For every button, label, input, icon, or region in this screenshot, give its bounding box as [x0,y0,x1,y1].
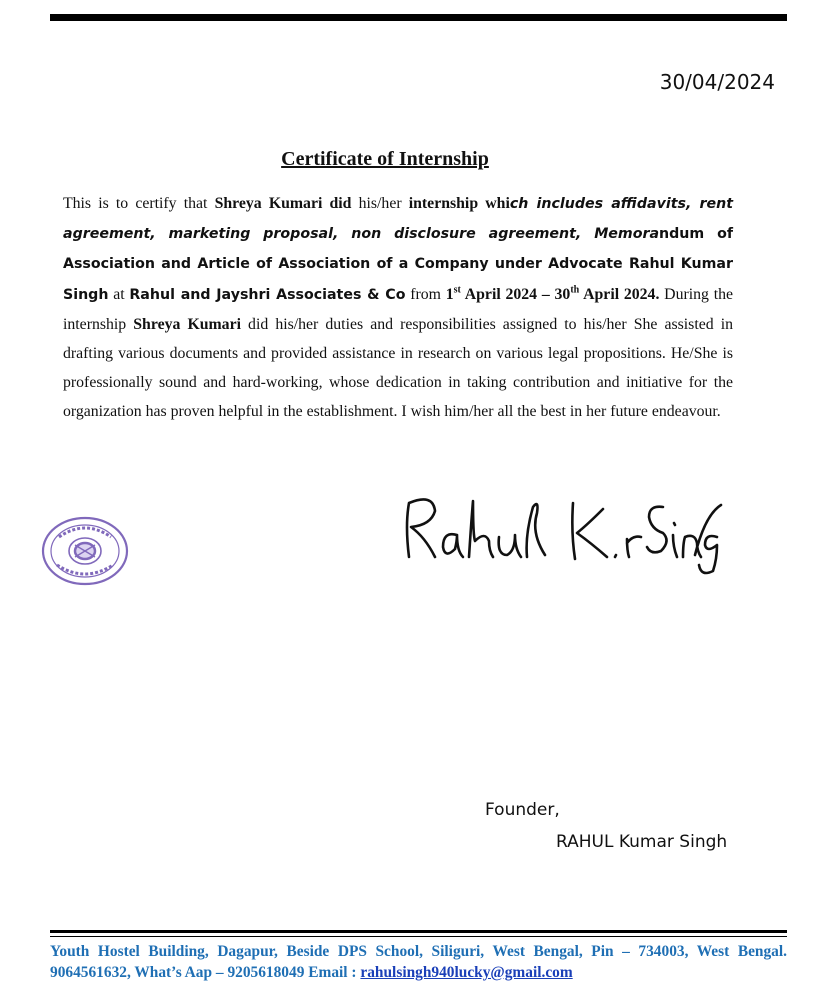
certificate-title: Certificate of Internship [281,148,489,170]
intern-name-2: Shreya Kumari [133,315,241,333]
intern-name: Shreya Kumari did [214,195,352,212]
stamp-seal [37,515,129,587]
signatory-role: Founder, [485,800,560,820]
footer-rule-thick [50,930,787,933]
signatory-name: RAHUL Kumar Singh [556,832,728,852]
body-text-2: his/her [351,195,409,212]
work-description-cont: ndum of Association and Article of Association of a Company under Advocate Rahul Kumar Singh [63,226,734,303]
body-text-1: This is to certify that [63,195,215,212]
certificate-body [63,189,733,427]
body-text-6: did his/her duties and responsibilities assigned to his/her She assisted in drafting various documents and provided assistance in research on various legal propositions. He/She is professionally sound and hard-working, whose dedication in taking contribution and initiative for the organization has proven helpful in the establishment. I wish him/her all the best in her future endeavour. [63,315,733,421]
body-bold-1: internship whi [408,195,510,212]
signature [395,485,725,575]
body-text-4: from [405,285,446,303]
work-description: ch includes affidavits, rent agreement, marketing proposal, non disclosure agreement, Memora [63,196,733,243]
top-rule [50,14,787,21]
certificate-date: 30/04/2024 [659,70,775,94]
footer-rule-thin [50,936,787,937]
footer-address-text: Youth Hostel Building, Dagapur, Beside DPS School, Siliguri, West Bengal, Pin – 734003, West Bengal. 9064561632, What’s Aap – 9205618049 Email : [50,943,787,981]
internship-period: 1st April 2024 – 30th April 2024. [445,284,660,303]
body-text-3: at [108,285,130,303]
footer-address [50,941,787,983]
firm-name: Rahul and Jayshri Associates & Co [129,286,406,303]
body-text-5: During the internship [63,285,733,333]
footer-email-link[interactable]: rahulsingh940lucky@gmail.com [360,964,573,981]
